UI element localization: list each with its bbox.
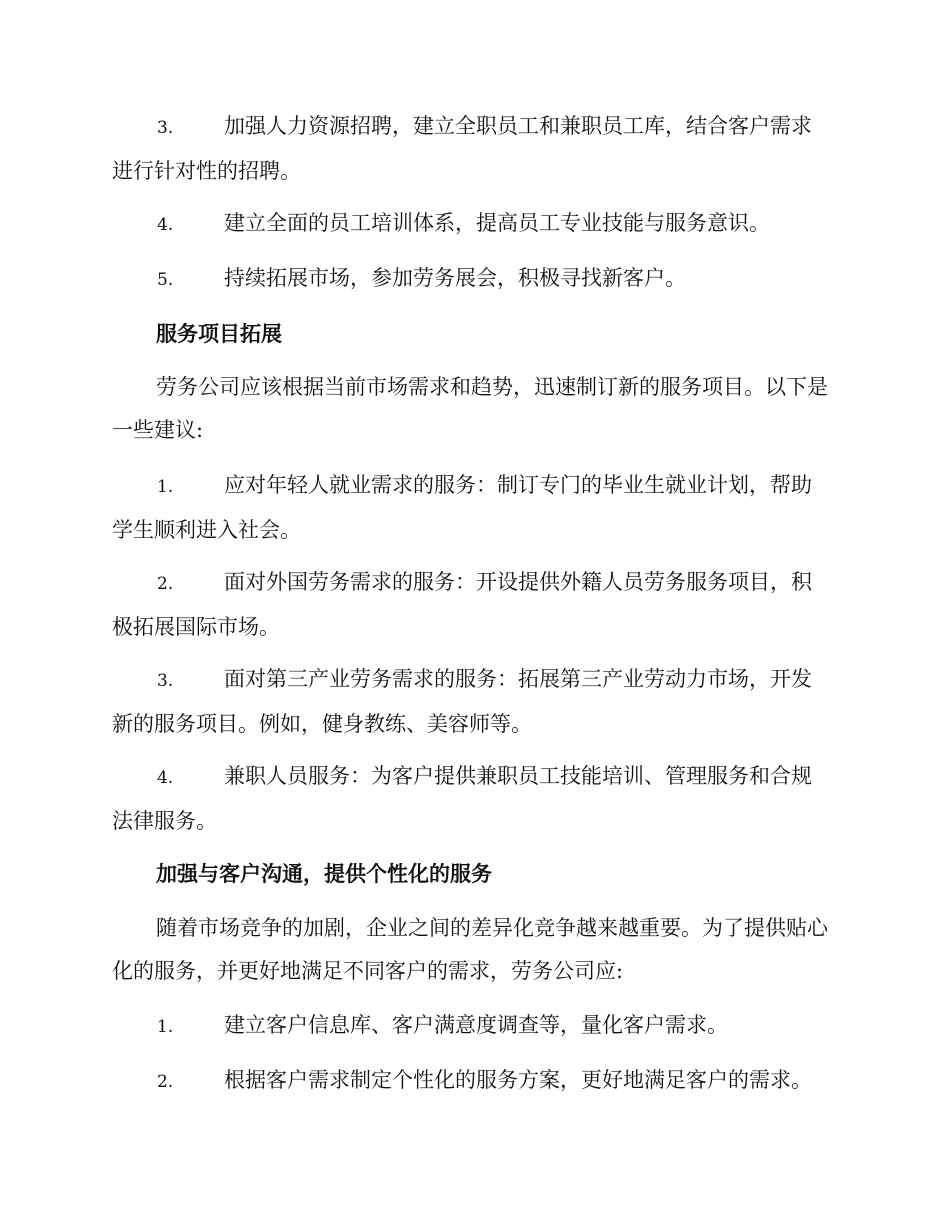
list-text: 面对外国劳务需求的服务：开设提供外籍人员劳务服务项目，积极拓展国际市场。 xyxy=(112,570,812,639)
list-text: 根据客户需求制定个性化的服务方案，更好地满足客户的需求。 xyxy=(224,1068,812,1092)
list-text: 面对第三产业劳务需求的服务：拓展第三产业劳动力市场，开发新的服务项目。例如，健身教练、美容师等。 xyxy=(112,667,812,736)
list-item xyxy=(112,658,832,746)
list-item xyxy=(112,755,832,843)
list-number: 3. xyxy=(157,671,174,691)
list-item xyxy=(112,464,832,552)
list-item xyxy=(112,561,832,649)
list-number: 4. xyxy=(157,215,174,235)
list-item xyxy=(112,257,832,302)
section-heading: 加强与客户沟通，提供个性化的服务 xyxy=(156,861,492,886)
section-heading: 服务项目拓展 xyxy=(156,321,282,346)
list-item xyxy=(112,105,832,193)
list-number: 1. xyxy=(157,477,174,497)
list-text: 兼职人员服务：为客户提供兼职员工技能培训、管理服务和合规法律服务。 xyxy=(112,764,812,833)
paragraph: 劳务公司应该根据当前市场需求和趋势，迅速制订新的服务项目。以下是一些建议: xyxy=(112,375,828,442)
list-number: 3. xyxy=(157,118,174,138)
list-text: 建立客户信息库、客户满意度调查等，量化客户需求。 xyxy=(224,1013,728,1037)
list-item xyxy=(112,1004,832,1049)
list-number: 5. xyxy=(157,270,174,290)
list-item xyxy=(112,1059,832,1104)
paragraph: 随着市场竞争的加剧，企业之间的差异化竞争越来越重要。为了提供贴心化的服务，并更好地满足不同客户的需求，劳务公司应: xyxy=(112,916,828,983)
list-text: 建立全面的员工培训体系，提高员工专业技能与服务意识。 xyxy=(224,211,770,235)
list-text: 持续拓展市场，参加劳务展会，积极寻找新客户。 xyxy=(224,266,686,290)
list-number: 4. xyxy=(157,768,174,788)
list-number: 2. xyxy=(157,574,174,594)
list-item xyxy=(112,202,832,247)
list-text: 应对年轻人就业需求的服务：制订专门的毕业生就业计划，帮助学生顺利进入社会。 xyxy=(112,473,812,542)
list-number: 2. xyxy=(157,1072,174,1092)
list-number: 1. xyxy=(157,1017,174,1037)
list-text: 加强人力资源招聘，建立全职员工和兼职员工库，结合客户需求进行针对性的招聘。 xyxy=(112,114,812,183)
